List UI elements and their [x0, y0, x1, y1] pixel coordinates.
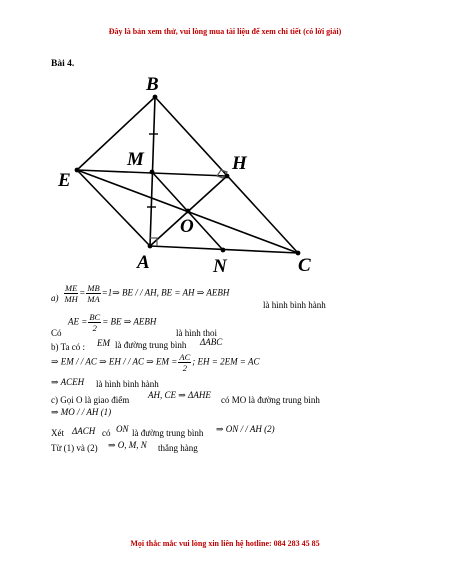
- point-O: [186, 209, 191, 214]
- label-A: A: [137, 252, 150, 273]
- geometry-figure: [0, 0, 450, 290]
- label-M: M: [127, 149, 144, 170]
- label-H: H: [232, 153, 247, 174]
- label-C: C: [298, 255, 311, 276]
- point-E: [75, 168, 80, 173]
- point-N: [221, 248, 226, 253]
- point-B: [153, 95, 158, 100]
- segment-EA: [77, 170, 150, 246]
- point-M: [150, 170, 155, 175]
- label-B: B: [146, 74, 159, 95]
- point-A: [148, 244, 153, 249]
- hotline-notice: Mọi thắc mắc vui lòng xin liên hệ hotline: 084 283 45 85: [130, 539, 320, 548]
- label-N: N: [213, 256, 227, 277]
- problem-title: Bài 4.: [51, 59, 75, 69]
- label-O: O: [180, 216, 194, 237]
- preview-notice: Đây là bản xem thử, vui lòng mua tài liệu để xem chi tiết (có lời giải): [108, 27, 342, 36]
- label-E: E: [58, 170, 71, 191]
- point-H: [225, 174, 230, 179]
